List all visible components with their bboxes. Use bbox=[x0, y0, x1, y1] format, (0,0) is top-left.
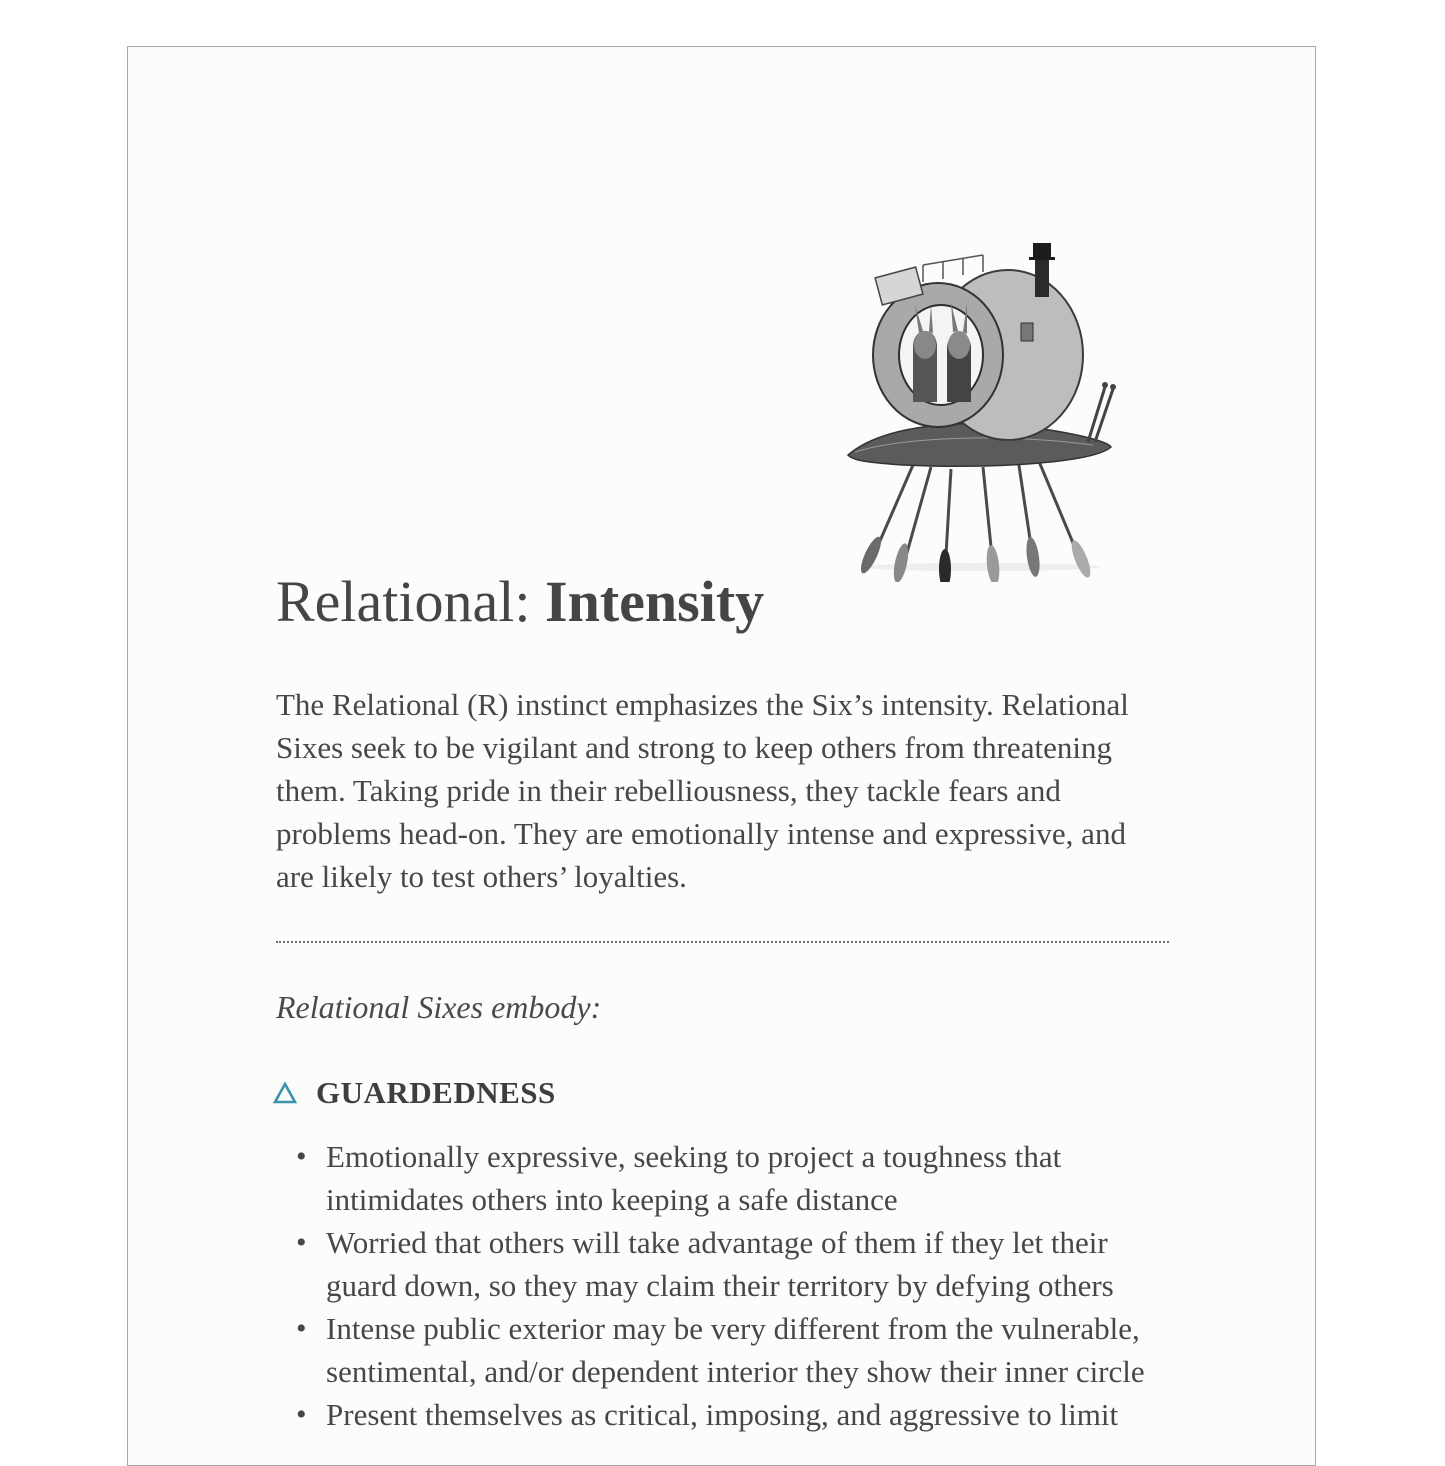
list-item bbox=[296, 1221, 1186, 1307]
bullet-icon: • bbox=[296, 1312, 307, 1345]
list-item-text: Emotionally expressive, seeking to project a toughness that intimidates others into keeping a safe distance bbox=[326, 1139, 1062, 1217]
bullet-icon: • bbox=[296, 1398, 307, 1431]
section-label: GUARDEDNESS bbox=[316, 1075, 556, 1110]
bullet-list bbox=[296, 1135, 1186, 1436]
section-heading bbox=[272, 1071, 556, 1115]
list-item-text: Intense public exterior may be very different from the vulnerable, sentimental, and/or dependent interior they show their inner circle bbox=[326, 1311, 1145, 1389]
section-intro: Relational Sixes embody: bbox=[276, 989, 602, 1025]
list-item bbox=[296, 1307, 1186, 1393]
bullet-icon: • bbox=[296, 1226, 307, 1259]
bullet-icon: • bbox=[296, 1140, 307, 1173]
triangle-outline-icon bbox=[272, 1081, 298, 1105]
list-item-text: Present themselves as critical, imposing, and aggressive to limit bbox=[326, 1397, 1119, 1432]
list-item bbox=[296, 1135, 1186, 1221]
document-page bbox=[127, 46, 1316, 1466]
list-item bbox=[296, 1393, 1186, 1436]
title-strong: Intensity bbox=[545, 569, 765, 634]
snail-rowboat-illustration bbox=[843, 237, 1118, 582]
dotted-divider bbox=[276, 941, 1169, 943]
intro-paragraph: The Relational (R) instinct emphasizes the Six’s intensity. Relational Sixes seek to be vigilant and strong to keep others from threatening them. Taking pride in their rebelliousness, they tackle fears and problems head-on. They are emotionally intense and expressive, and are likely to test others’ loyalties. bbox=[276, 687, 1129, 894]
title-light: Relational: bbox=[276, 569, 531, 634]
list-item-text: Worried that others will take advantage of them if they let their guard down, so they may claim their territory by defying others bbox=[326, 1225, 1114, 1303]
page-title bbox=[276, 567, 764, 637]
